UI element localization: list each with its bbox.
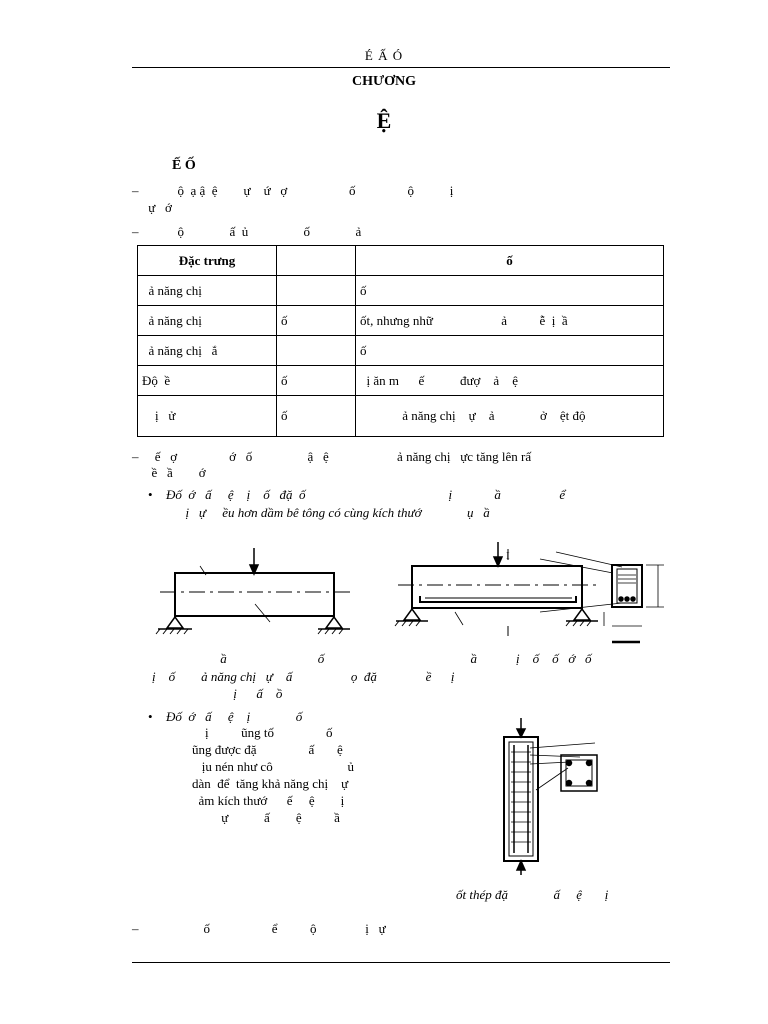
figure-2-caption: ốt thép đặ ấ ệ ị — [456, 887, 609, 902]
bullet-2-line-4: ịu nén như cô ủ — [166, 759, 354, 774]
figure-1-caption-line-1: ầ ố ầ ị ố ố ớ ố — [152, 651, 592, 666]
table-cell: ả năng chị ắ — [138, 336, 277, 366]
paragraph-2: – ộ ấ ủ ố ả — [132, 224, 362, 239]
paragraph-1-line-1: – ộ ạ ậ ệ ự ứ ợ ố ộ ị — [132, 183, 454, 198]
table-cell: ả năng chị — [138, 306, 277, 336]
bullet-2-line-1: Đố ớ ấ ệ ị ố — [166, 709, 303, 724]
table-cell: ị ử — [138, 396, 277, 437]
table-cell: ố — [277, 366, 356, 396]
table-cell: ốt, nhưng nhữ ả ễ ị ầ — [356, 306, 664, 336]
table-cell — [277, 276, 356, 306]
paragraph-3-line-1: – ế ợ ớ ố ậ ệ ả năng chị ực tăng lên rấ — [132, 449, 532, 464]
table-row — [138, 366, 664, 396]
table-header-cell: Đặc trưng — [138, 246, 277, 276]
bullet-2-marker: • — [148, 709, 153, 724]
table-row — [138, 336, 664, 366]
bullet-1-line-1: Đố ớ ấ ệ ị ố đặ ố ị ầ ể — [166, 487, 566, 502]
figure-1-caption-line-2: ị ố ả năng chị ự ấ ọ đặ ề ị — [152, 669, 455, 684]
reinforced-concrete-beam-diagram — [395, 542, 664, 642]
properties-table — [137, 245, 664, 437]
table-header-row — [138, 246, 664, 276]
table-row — [138, 396, 664, 437]
plain-concrete-beam-diagram — [156, 548, 350, 634]
chapter-label: CHƯƠNG — [351, 74, 417, 89]
table-cell — [277, 336, 356, 366]
footer-rule — [132, 962, 670, 963]
bullet-2-line-5: dàn để tăng khả năng chị ự — [166, 776, 349, 791]
bullet-2-line-3: ũng được đặ ấ ệ — [166, 742, 343, 757]
paragraph-3-line-2: ề ầ ớ — [132, 465, 206, 480]
table-cell: Độ ề — [138, 366, 277, 396]
section-title: Ế Ố — [172, 158, 196, 173]
table-cell: ị ăn m ế đượ ả ệ — [356, 366, 664, 396]
running-header: É Ấ Ó — [364, 48, 404, 63]
table-cell: ả năng chị ự ả ở ệt độ — [356, 396, 664, 437]
table-cell: ố — [277, 396, 356, 437]
table-cell: ố — [277, 306, 356, 336]
table-cell: ố — [356, 336, 664, 366]
bullet-2-line-7: ự ấ ệ ầ — [166, 810, 340, 825]
table-header-cell — [277, 246, 356, 276]
table-cell: ố — [356, 276, 664, 306]
bullet-1-marker: • — [148, 487, 153, 502]
figure-1-caption-line-3: ị ấ ồ — [152, 686, 283, 701]
reinforced-column-diagram — [504, 718, 597, 875]
table-row — [138, 276, 664, 306]
bullet-2-line-6: ảm kích thướ ế ệ ị — [166, 793, 345, 808]
section-mark-label: I — [506, 550, 510, 562]
chapter-title: Ệ — [376, 108, 392, 133]
table-header-cell: ố — [356, 246, 664, 276]
table-row — [138, 306, 664, 336]
header-rule — [132, 67, 670, 68]
last-line: – ố ể ộ ị ự — [132, 921, 386, 936]
bullet-2-line-2: ị ũng tố ố — [166, 725, 333, 740]
paragraph-1-line-2: ự ớ — [132, 200, 172, 215]
bullet-1-line-2: ị ự ều hơn dầm bê tông có cùng kích thướ ụ ầ — [166, 505, 490, 520]
table-cell: ả năng chị — [138, 276, 277, 306]
